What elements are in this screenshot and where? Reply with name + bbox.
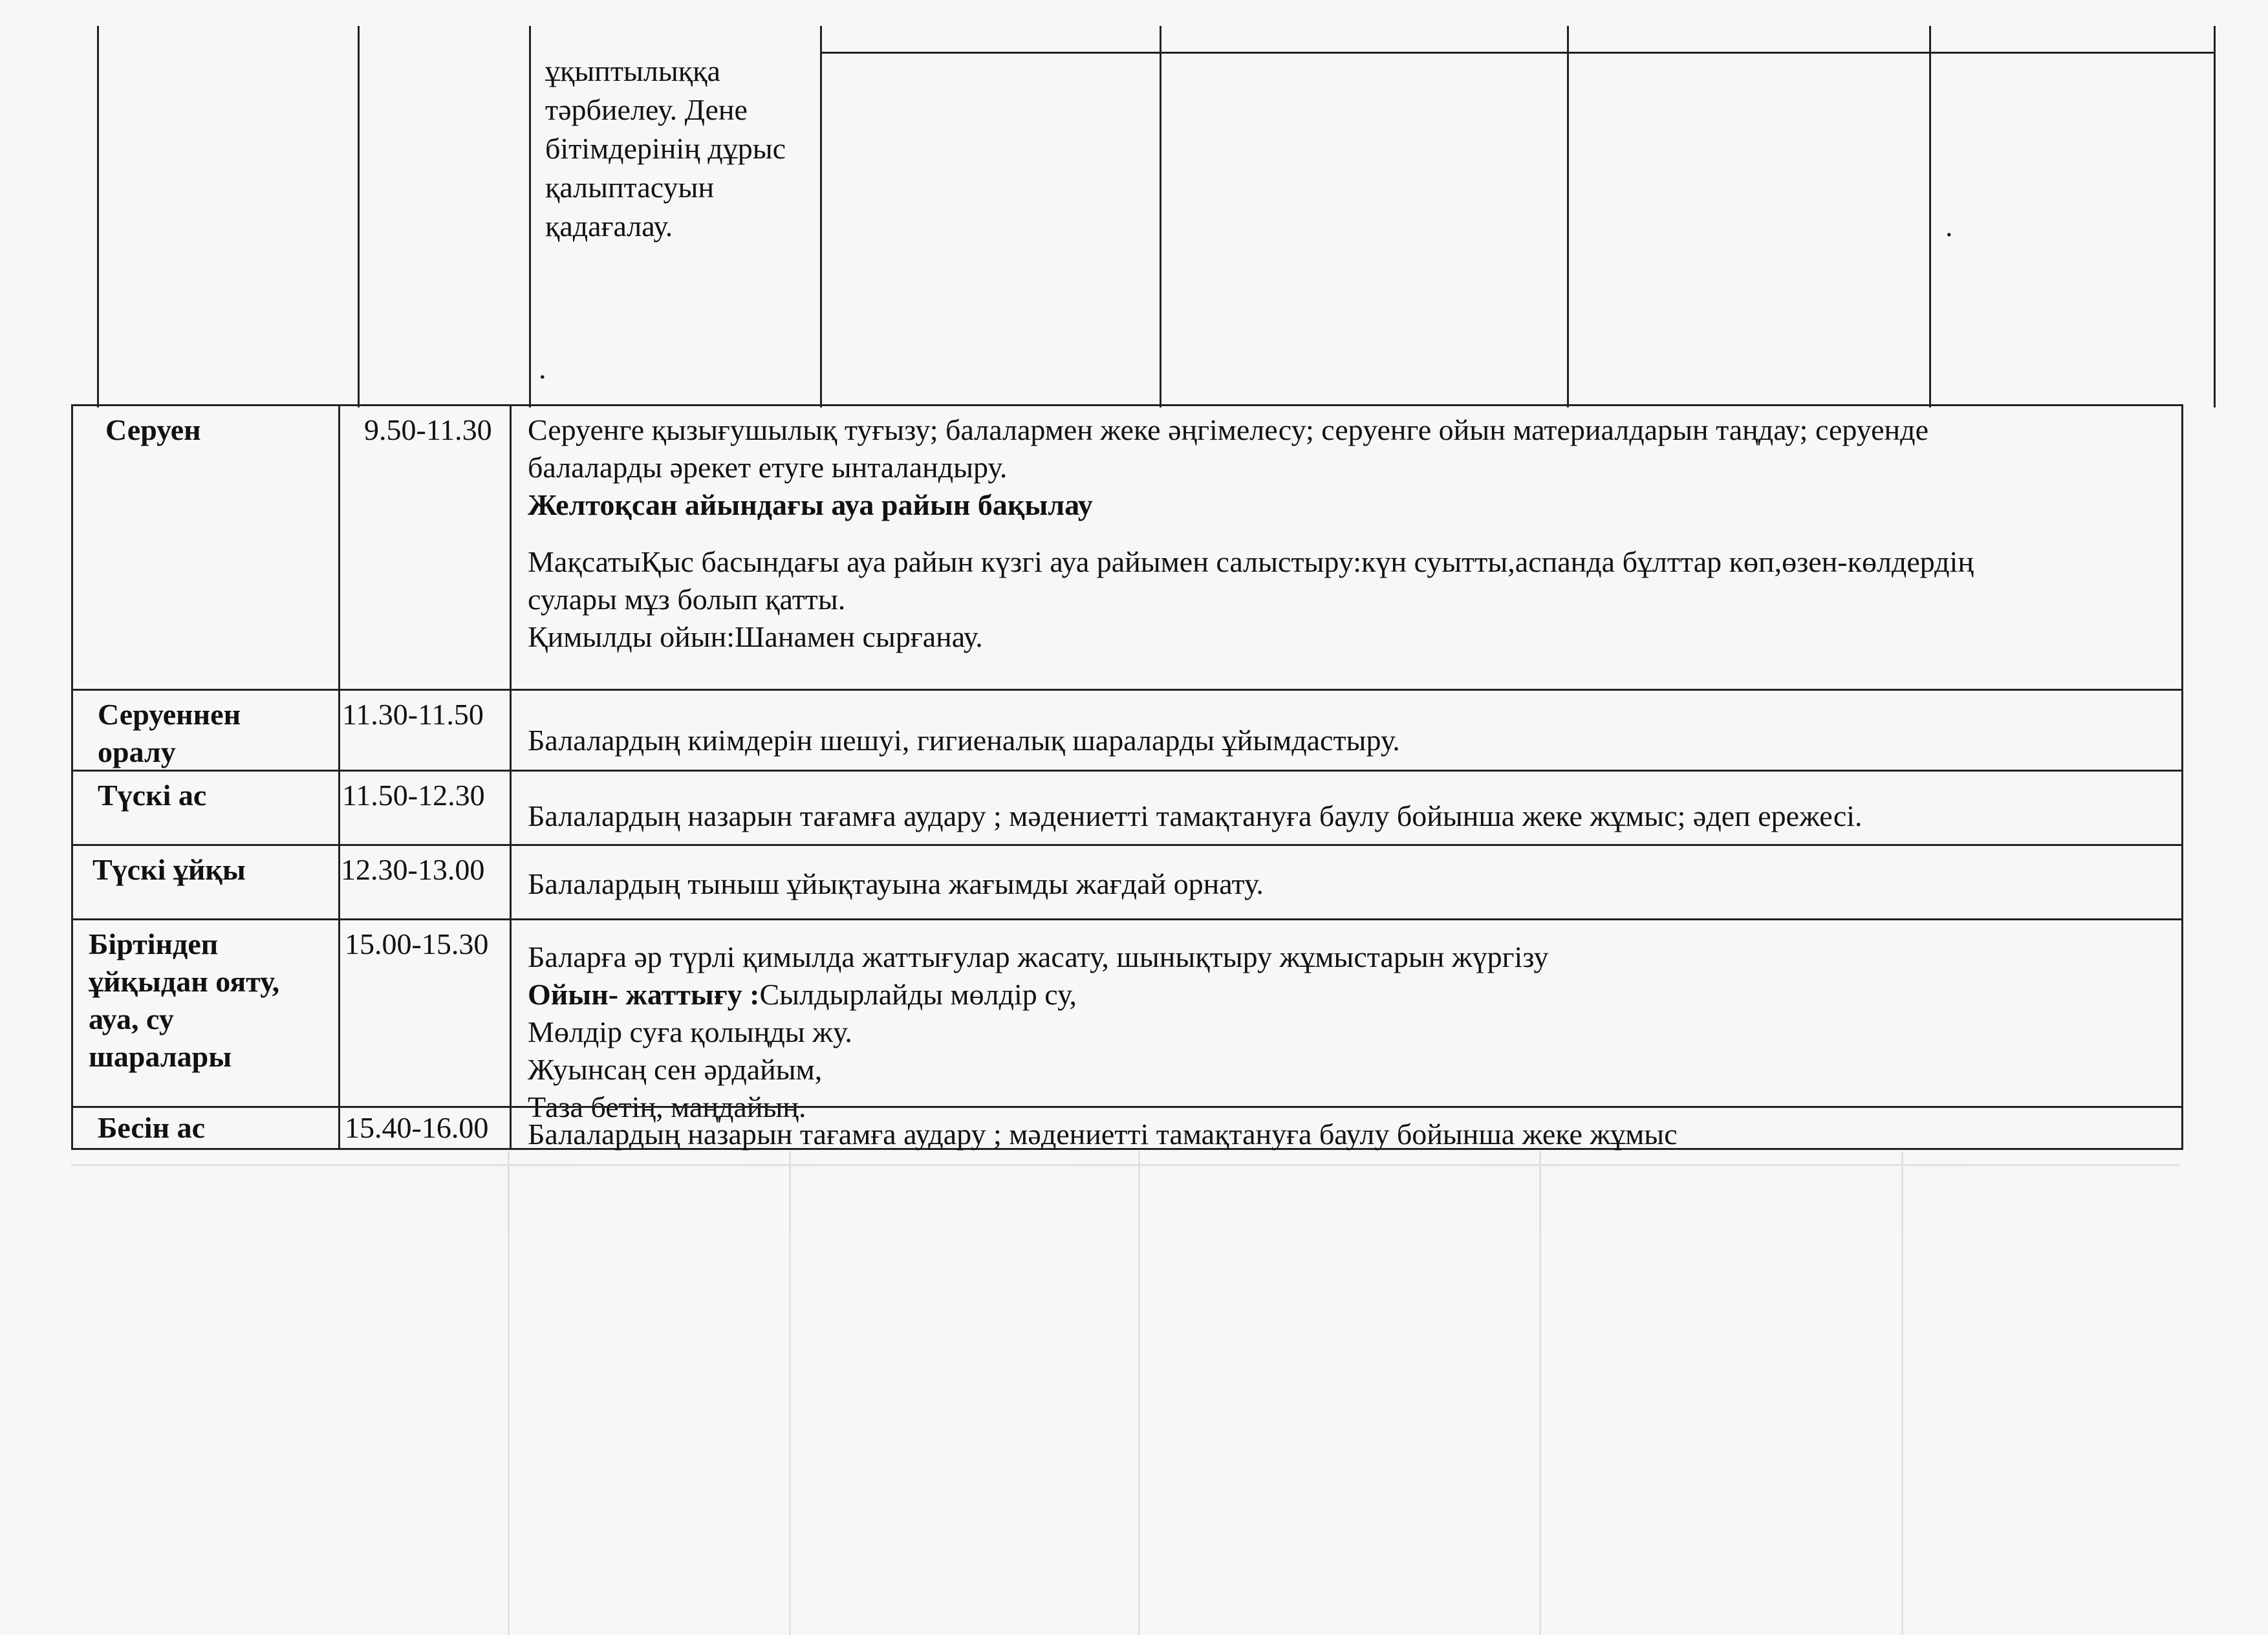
time-cell — [338, 691, 512, 772]
row-divider — [820, 52, 2214, 54]
table-row — [73, 404, 2181, 691]
table-row — [73, 689, 2181, 772]
poem-text: Мөлдір суға қолыңды жу. Жуынсаң сен әрдайым, Таза бетің, маңдайың. — [528, 1015, 852, 1123]
activity-description: Балалардың тыныш ұйықтауына жағымды жағдай орнату. — [528, 867, 1264, 900]
activity-description: Серуенге қызығушылық туғызу; балалармен жеке әңгімелесу; серуенге ойын материалдарын таңдау; серуенде балаларды әрекет етуге ынталандыру. — [528, 413, 1928, 484]
table-row — [73, 770, 2181, 846]
activity-time: 9.50-11.30 — [364, 413, 492, 446]
activity-cell — [73, 691, 340, 772]
activity-cell — [73, 846, 340, 920]
description-cell — [510, 406, 2181, 691]
activity-name: Түскі ұйқы — [92, 853, 246, 886]
schedule-table — [71, 404, 2183, 1150]
column-divider — [1160, 26, 1161, 407]
time-cell — [338, 772, 512, 846]
activity-cell — [73, 1108, 340, 1150]
observation-title: Желтоқсан айындағы ауа райын бақылау — [528, 488, 1093, 521]
time-cell — [338, 1108, 512, 1150]
activity-time: 11.30-11.50 — [342, 698, 484, 731]
dot-mark: . — [1945, 210, 1953, 243]
activity-description: Балалардың киімдерін шешуі, гигиеналық шараларды ұйымдастыру. — [528, 724, 1400, 757]
bleed-through-grid — [71, 1151, 2179, 1635]
cell-text: ұқыптылыққа тәрбиелеу. Дене бітімдерінің дұрыс қалыптасуын қадағалау. — [545, 54, 786, 243]
time-cell — [338, 406, 512, 691]
time-cell — [338, 920, 512, 1108]
previous-table-fragment — [97, 26, 2216, 407]
activity-time: 12.30-13.00 — [341, 853, 485, 886]
activity-description: Баларға әр түрлі қимылда жаттығулар жасату, шынықтыру жұмыстарын жүргізу — [528, 940, 1549, 973]
description-cell — [510, 920, 2181, 1123]
activity-time: 15.00-15.30 — [345, 927, 489, 960]
dot-mark: . — [539, 352, 546, 385]
activity-cell — [73, 406, 340, 691]
table-row — [73, 844, 2181, 920]
activity-description: Балалардың назарын тағамға аудару ; мәдениетті тамақтануға баулу бойынша жеке жұмыс; әдеп ережесі. — [528, 799, 1863, 832]
column-divider — [820, 26, 822, 407]
activity-description: Балалардың назарын тағамға аудару ; мәдениетті тамақтануға баулу бойынша жеке жұмыс — [528, 1118, 1678, 1151]
column-divider — [1567, 26, 1569, 407]
time-cell — [338, 846, 512, 920]
column-divider — [358, 26, 360, 407]
activity-cell — [73, 920, 340, 1108]
table-row — [73, 918, 2181, 1123]
activity-goal: МақсатыҚыс басындағы ауа райын күзгі ауа райымен салыстыру:күн суытты,аспанда бұлттар көп,өзен-көлдердің сулары мұз болып қатты. Қимылды ойын:Шанамен сырғанау. — [528, 545, 1974, 653]
activity-time: 11.50-12.30 — [342, 779, 485, 812]
poem-first-line: Сылдырлайды мөлдір су, — [759, 978, 1077, 1011]
activity-time: 15.40-16.00 — [345, 1111, 489, 1144]
activity-name: Серуен — [105, 413, 201, 446]
column-divider — [529, 26, 531, 407]
activity-cell — [73, 772, 340, 846]
activity-name: Біртіндеп ұйқыдан ояту, ауа, су шаралары — [89, 927, 280, 1073]
activity-name: Бесін ас — [98, 1111, 206, 1144]
exercise-label: Ойын- жаттығу : — [528, 978, 760, 1011]
activity-name: Серуеннен оралу — [98, 698, 241, 768]
exercise-line — [510, 976, 2181, 1013]
description-cell — [510, 772, 2181, 846]
description-cell — [510, 846, 2181, 920]
description-cell — [510, 691, 2181, 772]
table-row — [73, 1106, 2181, 1150]
column-divider — [1929, 26, 1931, 407]
description-cell — [510, 1108, 2181, 1150]
activity-name: Түскі ас — [98, 779, 207, 812]
